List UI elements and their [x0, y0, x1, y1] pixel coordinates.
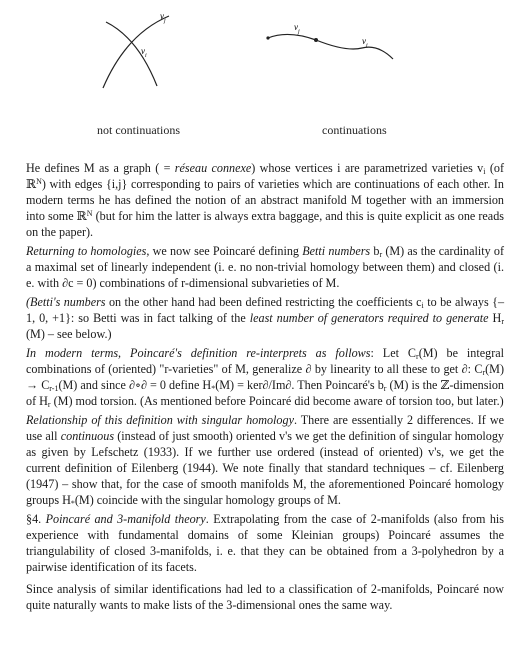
label-vj-right: $v_j$: [294, 22, 300, 35]
arc-vj-right: [268, 34, 316, 40]
arc-vj-left: [103, 16, 169, 88]
caption-continuations: continuations: [322, 123, 387, 137]
caption-not-continuations: not continuations: [97, 123, 180, 137]
paragraph-modern-terms: In modern terms, Poincaré's definition re-interprets as follows: Let $C_r(M)$ be integral combinations of (oriented) "r-varieties" of M, generalize ∂ by linearity to all these to get ∂: $C_r(M) \to C_{r-1}(M)$ and since ∂∘∂ = 0 define $H_*(M) = ker\partial/Im\partial$. Then Poincaré's $b_r$ (M) is the ℤ-dimension of $H_r$ (M) mod torsion. (As mentioned before Poincaré did become aware of torsion too, but later.): [26, 346, 505, 409]
label-vi-right: $v_i$: [362, 36, 368, 49]
figure: [0, 0, 512, 150]
arc-vi-right: [316, 40, 393, 59]
label-vi-left: $v_i$: [141, 46, 147, 59]
paragraph-classification: Since analysis of similar identifications had led to a classification of 2-manifolds, Poincaré now quite naturally wants to make lists of the 3-dimensional ones the same way.: [26, 582, 504, 612]
paragraph-graph-definition: He defines M as a graph ( = réseau connexe) whose vertices i are parametrized varieties $v_i$ (of ℝ$^N$) with edges {i,j} corresponding to pairs of varieties which are continuations of each other. In modern terms he has defined the notion of an abstract manifold M together with an immersion into some ℝ$^N$ (but for him the latter is always extra baggage, and this is quite explicit as one reads on the paper).: [26, 161, 504, 239]
paragraph-betti: (Betti's numbers on the other hand had been defined restricting the coefficients $c_i$ to be always {–1, 0, +1}: so Betti was in fact talking of the least number of generators required to generate $H_r$ (M) – see below.): [26, 295, 505, 341]
body-text: [26, 160, 504, 616]
arc-vi-left: [106, 22, 157, 86]
continuation-diagram: [0, 0, 512, 150]
paragraph-homologies: Returning to homologies, we now see Poincaré defining Betti numbers $b_r$ (M) as the cardinality of a maximal set of linearly independent (i. e. no non-trivial homology between them) and closed (i. e. with ∂c = 0) combinations of r-dimensional subvarieties of M.: [26, 244, 505, 290]
paragraph-singular-homology: Relationship of this definition with singular homology. There are essentially 2 differences. If we use all continuous (instead of just smooth) oriented v's we get the definition of singular homology as given by Lefschetz (1933). If we further use ordered (instead of oriented) v's, we get the current definition of Eilenberg (1944). We note finally that standard techniques – cf. Eilenberg (1947) – show that, for the case of smooth manifolds M, the aforementioned Poincaré homology groups $H_*(M)$ coincide with the singular homology groups of M.: [26, 413, 505, 508]
label-vj-left: $v_j$: [160, 11, 166, 24]
paragraph-section-4: §4. Poincaré and 3-manifold theory. Extrapolating from the case of 2-manifolds (also from his experience with fundamental domains of some Kleinian groups) Poincaré assumes the triangulability of closed 3-manifolds, i. e. that they can be obtained from a 3-polyhedron by a pairwise identification of its facets.: [26, 512, 504, 574]
arc-endpoint-left: [266, 36, 269, 39]
